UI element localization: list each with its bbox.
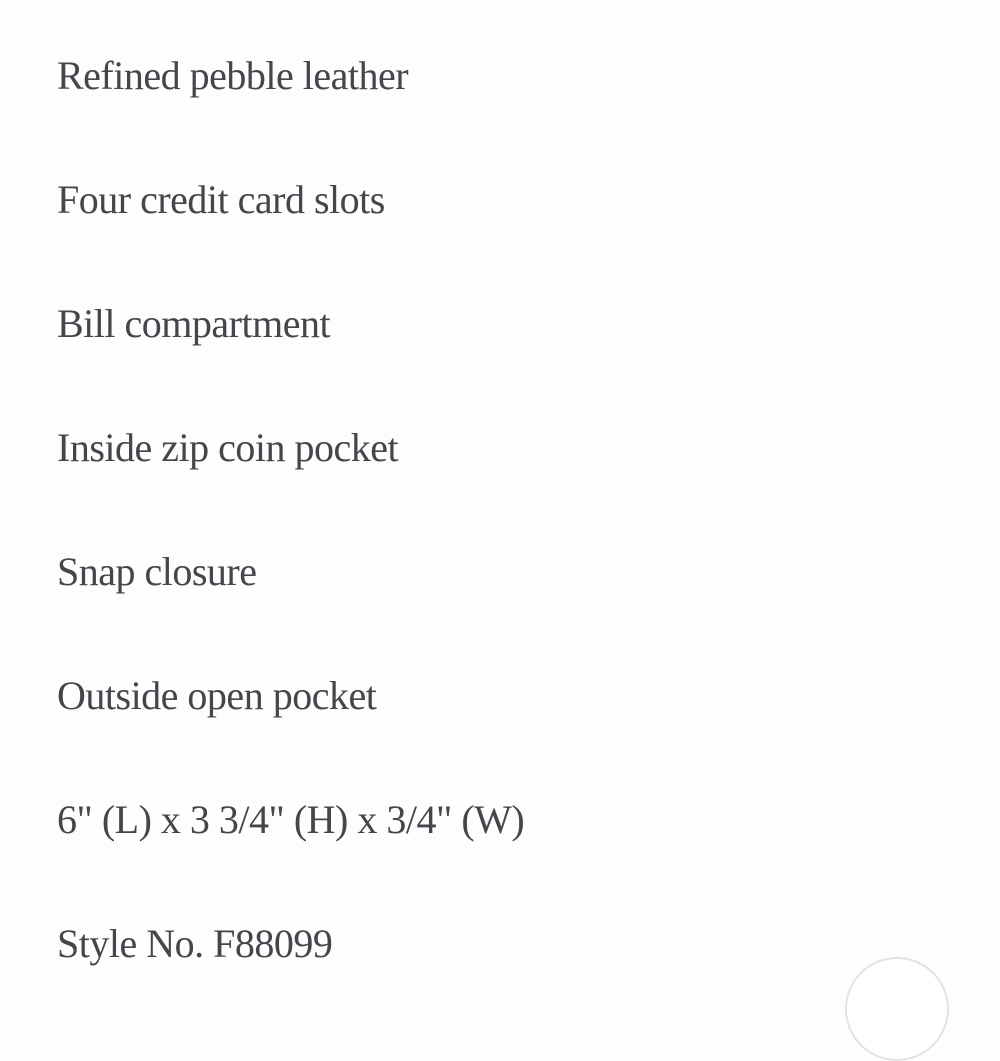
product-dimensions: 6" (L) x 3 3/4" (H) x 3/4" (W) — [57, 796, 525, 842]
feature-item: Four credit card slots — [57, 176, 385, 222]
feature-item: Bill compartment — [57, 300, 331, 346]
product-details-section — [57, 13, 1000, 1005]
feature-item: Inside zip coin pocket — [57, 424, 399, 470]
chat-button[interactable] — [845, 957, 949, 1061]
feature-item: Snap closure — [57, 548, 257, 594]
feature-item: Outside open pocket — [57, 672, 377, 718]
style-number: Style No. F88099 — [57, 920, 333, 966]
feature-item: Refined pebble leather — [57, 52, 409, 98]
